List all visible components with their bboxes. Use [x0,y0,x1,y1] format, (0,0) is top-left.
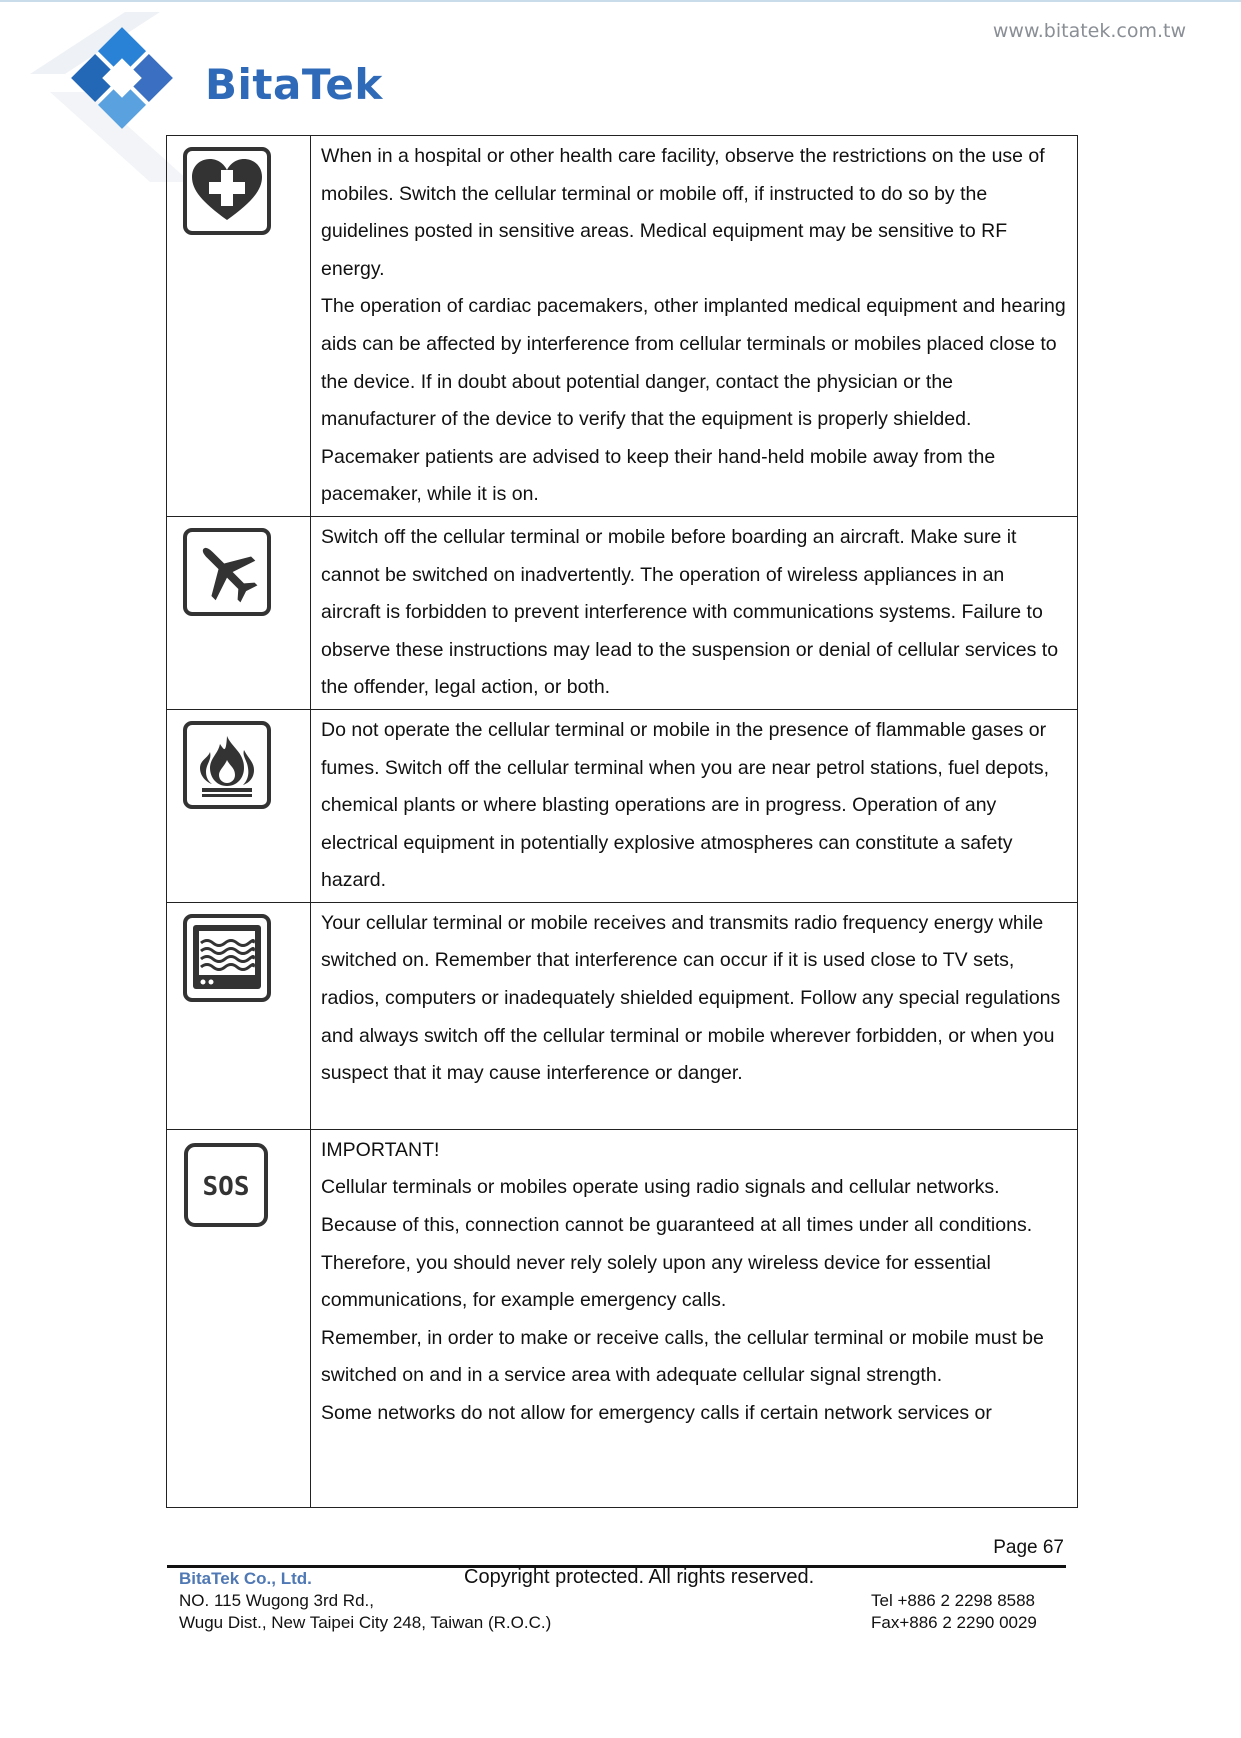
icon-cell [167,1129,311,1507]
icon-cell [167,136,311,517]
table-row [167,516,1078,709]
footer-copyright: Copyright protected. All rights reserved. [464,1566,815,1588]
safety-table [166,135,1078,1508]
page-number: Page 67 [993,1537,1064,1558]
sos-icon-label: SOS [202,1171,250,1202]
icon-cell [167,516,311,709]
header-top-rule [0,0,1241,2]
footer-fax: Fax+886 2 2290 0029 [871,1613,1037,1632]
paragraph: IMPORTANT! [321,1138,440,1161]
website-url[interactable]: www.bitatek.com.tw [992,20,1186,42]
table-row [167,709,1078,902]
paragraph: Do not operate the cellular terminal or mobile in the presence of flammable gases or fumes. Switch off the cellular terminal when you are near petrol stations, fuel depots, chemical plants or where blasting operations are in progress. Operation of any electrical equipment in potentially explosive atmospheres can constitute a safety hazard. [321,718,1050,892]
tv-interference-icon [182,913,272,1003]
table-row [167,136,1078,517]
paragraph: Your cellular terminal or mobile receives and transmits radio frequency energy while switched on. Remember that interference can occur if it is used close to TV sets, radios, computers or inadequately shielded equipment. Follow any special regulations and always switch off the cellular terminal or mobile wherever forbidden, or when you suspect that it may cause interference or danger. [321,911,1061,1085]
paragraph: Remember, in order to make or receive calls, the cellular terminal or mobile must be switched on and in a service area with adequate cellular signal strength. [321,1326,1044,1387]
text-cell [311,516,1078,709]
footer-address-line2: Wugu Dist., New Taipei City 248, Taiwan (R.O.C.) [179,1613,552,1632]
footer-address-line1: NO. 115 Wugong 3rd Rd., [179,1591,374,1610]
text-cell [311,709,1078,902]
icon-cell [167,902,311,1129]
paragraph: Switch off the cellular terminal or mobile before boarding an aircraft. Make sure it cannot be switched on inadvertently. The operation of wireless appliances in an aircraft is forbidden to prevent interference with communications systems. Failure to observe these instructions may lead to the suspension or denial of cellular services to the offender, legal action, or both. [321,525,1059,699]
table-row [167,902,1078,1129]
medical-cross-heart-icon [182,146,272,236]
paragraph: When in a hospital or other health care facility, observe the restrictions on the use of mobiles. Switch the cellular terminal or mobile off, if instructed to do so by the guidelines posted in sensitive areas. Medical equipment may be sensitive to RF energy. [321,145,1045,280]
text-cell [311,136,1078,517]
paragraph: Cellular terminals or mobiles operate using radio signals and cellular networks. Because of this, connection cannot be guaranteed at all times under all conditions. [321,1176,1033,1237]
sos-icon [182,1140,272,1230]
icon-cell [167,709,311,902]
flame-icon [182,720,272,810]
text-cell [311,902,1078,1129]
footer-company: BitaTek Co., Ltd. [179,1569,312,1588]
airplane-icon [182,527,272,617]
paragraph: Some networks do not allow for emergency calls if certain network services or [321,1402,992,1425]
logo-wordmark: BitaTek [205,60,383,109]
footer-tel: Tel +886 2 2298 8588 [871,1591,1036,1610]
table-row [167,1129,1078,1507]
text-cell [311,1129,1078,1507]
paragraph: The operation of cardiac pacemakers, other implanted medical equipment and hearing aids can be affected by interference from cellular terminals or mobiles placed close to the device. If in doubt about potential danger, contact the physician or the manufacturer of the device to verify that the equipment is properly shielded. Pacemaker patients are advised to keep their hand-held mobile away from the pacemaker, while it is on. [321,295,1066,506]
paragraph: Therefore, you should never rely solely upon any wireless device for essential communications, for example emergency calls. [321,1251,991,1312]
